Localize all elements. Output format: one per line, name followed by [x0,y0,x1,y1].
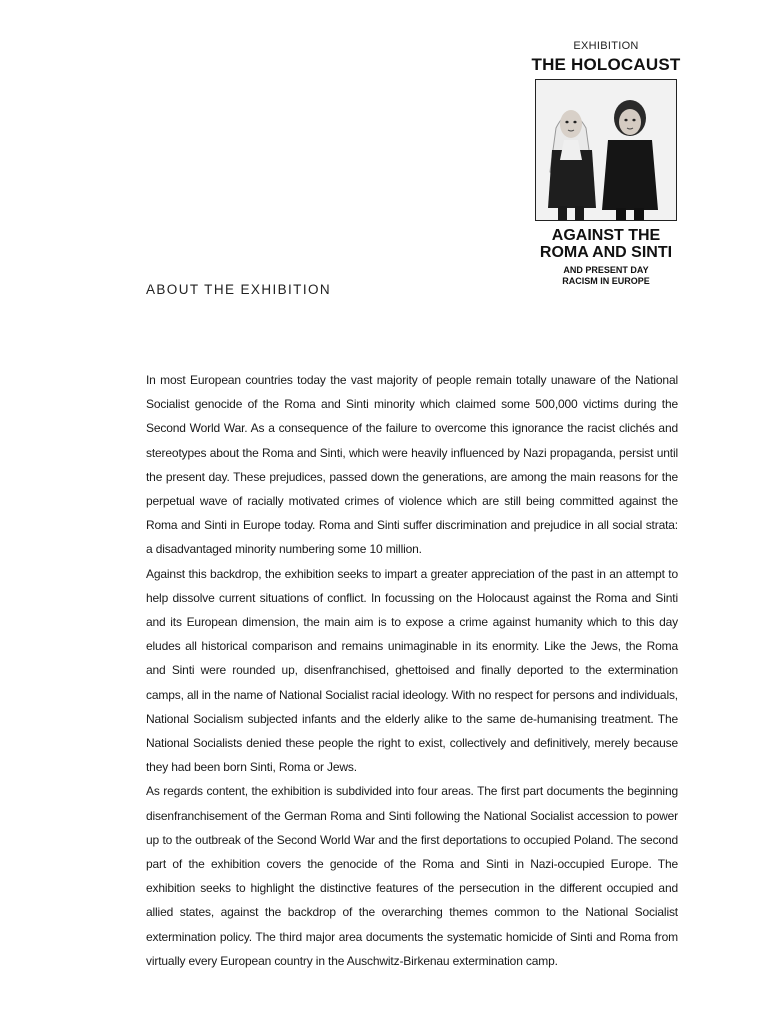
poster-subtitle-line2: ROMA AND SINTI [539,244,673,261]
section-heading: ABOUT THE EXHIBITION [146,282,332,297]
poster-tagline-line1: AND PRESENT DAY [563,265,649,275]
two-girls-photo-illustration [536,80,676,220]
poster-tagline-line2: RACISM IN EUROPE [562,276,650,286]
paragraph-1: In most European countries today the vast majority of people remain totally unaware of the National Socialist genocide of the Roma and Sinti minority which claimed some 500,000 victims during the Second World War. As a consequence of the failure to overcome this ignorance the racist clichés and stereotypes about the Roma and Sinti, which were heavily influenced by Nazi propaganda, persist until the present day. These prejudices, passed down the generations, are among the main reasons for the perpetual wave of racially motivated crimes of violence which are still being committed against the Roma and Sinti in Europe today. Roma and Sinti suffer discrimination and prejudice in all social strata: a disadvantaged minority numbering some 10 million. [146,373,678,557]
paragraph-3: As regards content, the exhibition is subdivided into four areas. The first part documents the beginning disenfranchisement of the German Roma and Sinti following the National Socialist accession to power up to the outbreak of the Second World War and the first deportations to occupied Poland. The second part of the exhibition covers the genocide of the Roma and Sinti in Nazi-occupied Europe. The exhibition seeks to highlight the distinctive features of the persecution in the different occupied and allied states, against the backdrop of the overarching themes common to the National Socialist extermination policy. The third major area documents the systematic homicide of Sinti and Roma from virtually every European country in the Auschwitz-Birkenau extermination camp. [146,784,678,968]
paragraph-2: Against this backdrop, the exhibition seeks to impart a greater appreciation of the past in an attempt to help dissolve current situations of conflict. In focussing on the Holocaust against the Roma and Sinti and its European dimension, the main aim is to expose a crime against humanity which to this day eludes all historical comparison and remains unimaginable in its enormity. Like the Jews, the Roma and Sinti were rounded up, disenfranchised, ghettoised and finally deported to the extermination camps, all in the name of National Socialist racial ideology. With no respect for persons and individuals, National Socialism subjected infants and the elderly alike to the same de-humanising treatment. The National Socialists denied these people the right to exist, collectively and definitively, merely because they had been born Sinti, Roma or Jews. [146,566,678,775]
poster-title: THE HOLOCAUST [531,55,681,74]
poster-subtitle [520,227,692,261]
poster-photo-two-girls [535,79,677,221]
poster-subtitle-line1: AGAINST THE [551,227,661,244]
poster-exhibition-label: EXHIBITION [573,40,639,52]
poster-tagline [520,265,692,287]
exhibition-poster [520,40,692,287]
body-text [146,368,678,973]
